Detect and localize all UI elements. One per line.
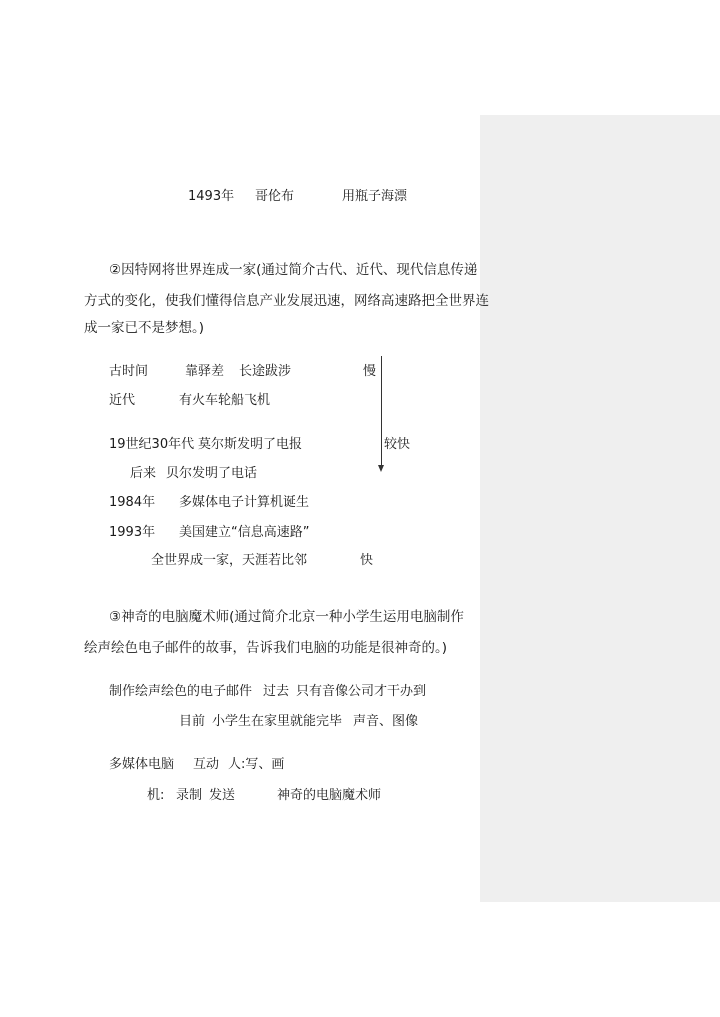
bottle-drift: 用瓶子海漂 <box>342 189 408 204</box>
world-one-family: 全世界成一家，天涯若比邻 <box>151 553 308 568</box>
y1993-label: 1993年 <box>109 525 156 540</box>
timeline-arrow-line <box>381 356 382 466</box>
speed-faster: 较快 <box>384 437 411 452</box>
speed-slow: 慢 <box>363 364 377 379</box>
section2-line-2: 方式的变化，使我们懂得信息产业发展迅速，网络高速路把全世界连 <box>84 293 489 309</box>
section2-line-3: 成一家已不是梦想。) <box>84 320 205 336</box>
modern-transport: 有火车轮船飞机 <box>179 393 271 408</box>
past-label: 过去 <box>263 684 290 699</box>
section2-line-1: ②因特网将世界连成一家(通过简介古代、近代、现代信息传递 <box>109 262 478 278</box>
speed-fast: 快 <box>360 553 374 568</box>
make-email: 制作绘声绘色的电子邮件 <box>109 684 253 699</box>
comment-pane <box>480 115 720 902</box>
c19-label: 19世纪30年代 <box>109 437 195 452</box>
now-detail: 小学生在家里就能完毕 <box>212 714 343 729</box>
year-1493: 1493年 <box>188 189 235 204</box>
now-label: 目前 <box>179 714 206 729</box>
machine-label: 机: <box>147 788 165 803</box>
section3-line-1: ③神奇的电脑魔术师(通过简介北京一种小学生运用电脑制作 <box>109 609 464 625</box>
interactive: 互动 <box>193 757 220 772</box>
section3-line-2: 绘声绘色电子邮件的故事，告诉我们电脑的功能是很神奇的。) <box>84 640 448 656</box>
info-highway: 美国建立“信息高速路” <box>179 525 310 540</box>
human-write-draw: 人:写、画 <box>228 757 285 772</box>
arrow-down-icon <box>378 465 384 472</box>
modern-label: 近代 <box>109 393 136 408</box>
sound-image: 声音、图像 <box>353 714 419 729</box>
telegraph: 莫尔斯发明了电报 <box>198 437 303 452</box>
later-label: 后来 <box>130 466 157 481</box>
send: 发送 <box>209 788 236 803</box>
telephone: 贝尔发明了电话 <box>166 466 258 481</box>
magic-computer: 神奇的电脑魔术师 <box>277 788 382 803</box>
multimedia-pc: 多媒体电脑 <box>109 757 175 772</box>
columbus: 哥伦布 <box>255 189 295 204</box>
record: 录制 <box>176 788 203 803</box>
y1984-label: 1984年 <box>109 495 156 510</box>
ancient-courier: 靠驿差 <box>185 364 225 379</box>
past-detail: 只有音像公司才干办到 <box>296 684 427 699</box>
multimedia-computer: 多媒体电子计算机诞生 <box>179 495 310 510</box>
ancient-travel: 长途跋涉 <box>239 364 292 379</box>
ancient-label: 古时间 <box>109 364 149 379</box>
